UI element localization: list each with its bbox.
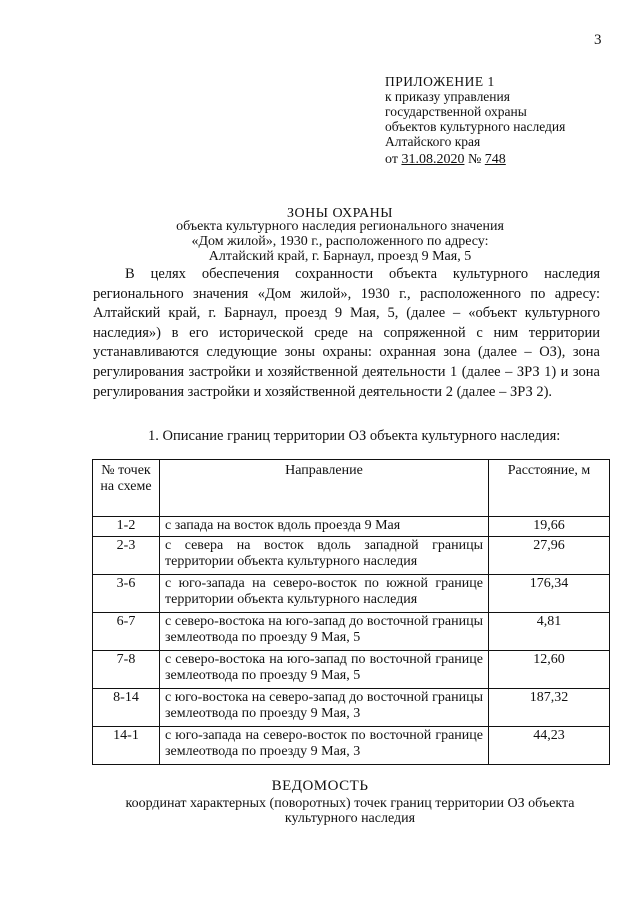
- intro-paragraph: В целях обеспечения сохранности объекта культурного наследия регионального значения «Дом жилой», 1930 г., расположенного по адресу: Алтайский край, г. Барнаул, проезд 9 Мая, 5, (далее – «объект культурного наследия») в его исторической среде на сопряженной с ним территории устанавливаются следующие зоны охраны: охранная зона (далее – ОЗ), зона регулирования застройки и хозяйственной деятельности 1 (далее – ЗРЗ 1) и зона регулирования застройки и хозяйственной деятельности 2 (далее – ЗРЗ 2).: [93, 266, 600, 400]
- cell-points: 3-6: [93, 575, 160, 613]
- cell-distance: 12,60: [489, 651, 610, 689]
- page-number: 3: [594, 32, 602, 48]
- table-row: [93, 517, 610, 537]
- cell-points: 7-8: [93, 651, 160, 689]
- appendix-header: ПРИЛОЖЕНИЕ 1: [385, 74, 495, 89]
- appendix-line: к приказу управления: [385, 89, 510, 104]
- table-row: [93, 613, 610, 651]
- document-title: ЗОНЫ ОХРАНЫ: [287, 206, 393, 221]
- cell-direction: с севера на восток вдоль западной границы территории объекта культурного наследия: [160, 537, 489, 575]
- cell-direction: с юго-запада на северо-восток по южной границе территории объекта культурного наследия: [160, 575, 489, 613]
- cell-points: 6-7: [93, 613, 160, 651]
- subtitle-line: Алтайский край, г. Барнаул, проезд 9 Мая, 5: [208, 249, 472, 264]
- table-row: [93, 689, 610, 727]
- cell-direction: с юго-востока на северо-запад до восточной границы землеотвода по проезду 9 Мая, 3: [160, 689, 489, 727]
- intro-paragraph-block: [93, 265, 600, 402]
- order-reference: [385, 152, 506, 168]
- boundary-table: [92, 459, 610, 765]
- cell-points: 2-3: [93, 537, 160, 575]
- vedomost-subtitle: координат характерных (поворотных) точек границ территории ОЗ объекта культурного наследия: [125, 796, 575, 826]
- cell-points: 8-14: [93, 689, 160, 727]
- subtitle-line: «Дом жилой», 1930 г., расположенного по адресу:: [191, 234, 489, 249]
- subtitle-line: объекта культурного наследия регионального значения: [176, 219, 504, 234]
- table-row: [93, 651, 610, 689]
- table-row: [93, 575, 610, 613]
- order-prefix: от: [385, 152, 398, 167]
- cell-distance: 4,81: [489, 613, 610, 651]
- appendix-line: государственной охраны: [385, 104, 527, 119]
- cell-direction: с северо-востока на юго-запад до восточной границы землеотвода по проезду 9 Мая, 5: [160, 613, 489, 651]
- vedomost-title: ВЕДОМОСТЬ: [271, 778, 369, 794]
- order-date: 31.08.2020: [401, 152, 465, 167]
- cell-distance: 44,23: [489, 727, 610, 765]
- cell-points: 1-2: [93, 517, 160, 537]
- table-row: [93, 537, 610, 575]
- table-row: [93, 727, 610, 765]
- table-header-points: № точек на схеме: [93, 460, 160, 517]
- appendix-block: [385, 74, 625, 149]
- cell-distance: 27,96: [489, 537, 610, 575]
- appendix-line: Алтайского края: [385, 134, 481, 149]
- order-number: 748: [484, 152, 506, 167]
- cell-distance: 176,34: [489, 575, 610, 613]
- document-subtitle: [40, 219, 640, 264]
- cell-distance: 19,66: [489, 517, 610, 537]
- table-header-direction: Направление: [160, 460, 489, 517]
- cell-direction: с северо-востока на юго-запад по восточной границе землеотвода по проезду 9 Мая, 5: [160, 651, 489, 689]
- appendix-line: объектов культурного наследия: [385, 119, 566, 134]
- cell-distance: 187,32: [489, 689, 610, 727]
- cell-direction: с юго-запада на северо-восток по восточной границе землеотвода по проезду 9 Мая, 3: [160, 727, 489, 765]
- table-header-distance: Расстояние, м: [489, 460, 610, 517]
- section-heading: 1. Описание границ территории ОЗ объекта культурного наследия:: [148, 428, 561, 444]
- cell-points: 14-1: [93, 727, 160, 765]
- cell-direction: с запада на восток вдоль проезда 9 Мая: [160, 517, 489, 537]
- order-number-sign: №: [467, 152, 482, 167]
